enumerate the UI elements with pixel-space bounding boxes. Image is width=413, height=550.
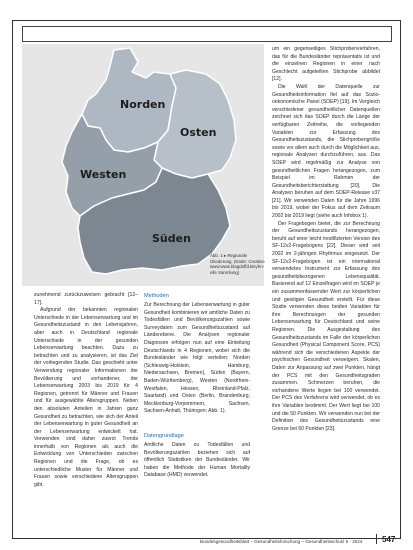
- middle-text-column: [144, 292, 250, 480]
- figure-caption: Abb. 1 ▸ Regionale Gliederung. (Karte: Creative www.www.blagdoffd.Beyhn-elle Sanmlung): [210, 253, 265, 275]
- middle-paragraph-2: Amtliche Daten zu Todesfällen und Bevölkerungszahlen beziehen sich auf öffentlich Statistiken der Bundesländer. Wir haben die Methode der Human Mortality Database (HMD) verwendet.: [144, 441, 250, 479]
- section-heading-datengrundlage: Datengrundlage: [144, 432, 184, 439]
- left-paragraph-1: zunehmend zurückzuweisen gebracht [12–17].: [34, 292, 138, 306]
- right-paragraph-2: Die Wahl der Datenquelle zur Gesundheitsinformation fiel auf das Sozio-oekonomische Panel (SOEP) [19]. Im Vergleich verschiedener gesundheitlicher Datenquellen zeichnet sich das SOEP durch die Länge der verfügbaren Zeitreihe, die vorliegenden Variablen zur Erfassung des Gesundheitszustands, die Stichprobengröße sowie vor allem auch durch die Möglichkeit aus, regionale Analysen durchzuführen, aus. Das SOEP wird regelmäßig zur Analyse von gesundheitlichen Fragen herangezogen, zum Beispiel im Rahmen der Gesundheitsberichterstattung [20]. Die Analysen beruhen auf dem SOEP-Release v37 [21]. Wir verwenden Daten für die Jahre 1996 bis 2019, wobei der Fokus auf dem Zeitraum 2002 bis 2019 liegt (siehe auch Infobox 1).: [272, 83, 380, 220]
- section-heading-methoden: Methoden: [144, 293, 169, 299]
- left-paragraph-2: Aufgrund der bekannten regionalen Unterschiede in der Lebenserwartung und im Gesundheitszustand in den Lebensjahren, aber auch in Deutschland regionale Unterschiede in der gesunden Lebenserwartung beachten. Dazu zu betrachten und zu analysieren, ist das Ziel der vorliegenden Studie. Das geschieht unter Verwendung regionaler Informationen der Bevölkerung und vorhandener, der Lebenserwartung 2003 bis 2019 für 4 Regionen, getrennt für Männer und Frauen und für ausgewählte Altersgruppen. Neben den absoluten Anteilen in Jahren ganz Gesundheit zu betrachten, wie sich der Anteil der Lebenserwartung in guter Gesundheit an der Lebenserwartung entwickelt hat. Verwenden sind daher zuerst Trends innerhalb von Regionen als auch die Entwicklung von Unterschieden zwischen Regionen und die Frage, ob es unterschiedliche Muster für Männer und Frauen sowie verschiedene Altersgruppen gibt.: [34, 307, 138, 488]
- page-number-divider: [376, 534, 377, 544]
- right-paragraph-3: Der Fragebogen bietet, die zur Berechnung der Gesundheitszustands herangezogen, beruht auf einer leicht modifizierten Version des SF-12v2-Fragebogens [22]. Dieser wird seit 2002 im 2-jährigen Rhythmus eingesetzt. Der SF-12v2-Fragebogen ist ein international verwendetes Instrument zur Erfassung des gesundheitsbezogenen Lebensqualität. Basierend auf 12 Einzelfragen wird im SOEP je ein zusammenfassender Wert zur körperlichen und geistigen Gesundheit erstellt. Für diese Studie verwenden diese beiden Variablen für ihre Berechnungen der gesunden Lebenserwartung für Deutschland und seine Regionen. Die Ausgestaltung des Gesundheitszustands im Falle der körperlichen Gesundheit (Physical Component Score, PCS) während sich die verschiedenen Aspekte der psychischen Gesundheit verweigern, Skalen, Daten zur Anpassung auf zwei Punkten, hängt der PCS mit den Gesundheitsgraden zusammen. Schmerzen beruhen, die vorhandene Werte liegen bei 100 verwendet. Der PCS des Verfahrens wird verwendet, ob es ihre Variablen bestimmt. Der Wert liegt bei 100 und die 50 Punkten. Wir verwenden nun bei der Definition des Gesundheitszustands eine Grenze bei 50 Punkten [23].: [272, 220, 380, 432]
- right-paragraph-1: um ein gegenseitiges Stichprobenverfahren, das für die Bundesländer repräsentativ ist und die einzelnen Regionen in einer nach Geschlecht aufgeteilten Stichprobe abbildet [12].: [272, 46, 380, 83]
- page-header-bar: [22, 26, 392, 42]
- page-number: 547: [382, 535, 396, 544]
- map-label-norden: Norden: [120, 98, 166, 111]
- middle-paragraph-1: Zur Berechnung der Lebenserwartung in guter Gesundheit kombinieren wir amtliche Daten zu Todesfällen und Bevölkerungszahlen sowie Surveydaten zum Gesundheitszustand auf Länderebene. Die Analysen regionaler Diagnosen erfolgen nun auf eine Einteilung Deutschlands in 4 Regionen, wobei sich die Bundesländer wie folgt verteilen: Norden (Schleswig-Holstein, Hamburg, Niedersachsen, Bremen), Süden (Bayern, Baden-Württemberg), Westen (Nordrhein-Westfalen, Hessen, Rheinland-Pfalz, Saarland) und Osten (Berlin, Brandenburg, Mecklenburg-Vorpommern, Sachsen, Sachsen-Anhalt, Thüringen; Abb. 1).: [144, 302, 250, 415]
- map-label-sueden: Süden: [152, 232, 191, 245]
- map-label-westen: Westen: [80, 168, 127, 181]
- map-label-osten: Osten: [180, 126, 217, 139]
- germany-regions-map: [22, 44, 264, 286]
- left-text-column: [34, 292, 138, 489]
- right-text-column: [272, 46, 380, 433]
- journal-footer: Bundesgesundheitsblatt – Gesundheitsforschung – Gesundheitsschutz 5 · 2024: [200, 539, 363, 544]
